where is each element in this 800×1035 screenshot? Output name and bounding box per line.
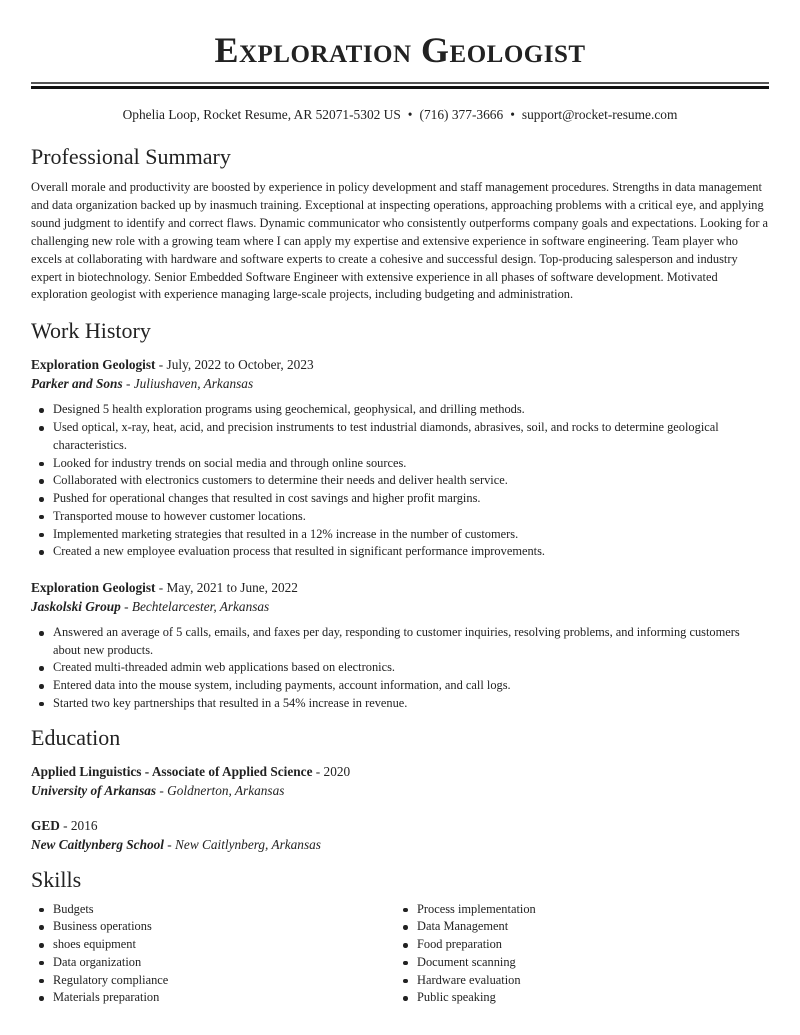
education-location: - Goldnerton, Arkansas [156, 783, 285, 799]
list-item: Created a new employee evaluation process that resulted in significant performance improvements. [53, 543, 769, 561]
job-dates: - July, 2022 to October, 2023 [155, 357, 314, 373]
skill-item: Hardware evaluation [417, 972, 765, 990]
bullet-separator: • [510, 107, 515, 122]
education-degree: Applied Linguistics - Associate of Applied Science [31, 763, 313, 779]
job-title: Exploration Geologist [31, 580, 156, 595]
skill-item: Data organization [53, 954, 395, 972]
skill-item: Food preparation [417, 936, 765, 954]
skills-list-right [395, 901, 765, 1008]
rule-thin [31, 82, 769, 84]
skill-item: Data Management [417, 918, 765, 936]
section-heading-skills: Skills [31, 866, 82, 892]
list-item: Pushed for operational changes that resulted in cost savings and higher profit margins. [53, 490, 769, 508]
rule-thick [31, 86, 769, 89]
job-company-line [31, 597, 769, 616]
list-item: Entered data into the mouse system, including payments, account information, and call logs. [53, 677, 769, 695]
skill-item: Budgets [53, 901, 395, 919]
education-degree: GED [31, 817, 60, 833]
contact-address: Ophelia Loop, Rocket Resume, AR 52071-5302 US [122, 107, 401, 122]
education-degree-line [31, 762, 769, 782]
job-entry [31, 578, 769, 713]
skills-columns [31, 901, 769, 1008]
bullet-separator: • [407, 107, 413, 122]
list-item: Collaborated with electronics customers to determine their needs and deliver health service. [53, 472, 769, 490]
job-dates: - May, 2021 to June, 2022 [155, 580, 298, 595]
job-bullets [31, 624, 769, 713]
skill-item: Regulatory compliance [53, 972, 395, 990]
job-company: Parker and Sons [31, 376, 123, 392]
list-item: Implemented marketing strategies that resulted in a 12% increase in the number of customers. [53, 526, 769, 544]
section-heading-education: Education [31, 724, 121, 750]
list-item: Used optical, x-ray, heat, acid, and precision instruments to test industrial diamonds, abrasives, soil, and rocks to determine geological characteristics. [53, 419, 769, 454]
job-entry [31, 355, 769, 561]
education-school-line [31, 781, 769, 801]
education-location: - New Caitlynberg, Arkansas [163, 837, 321, 853]
skill-item: Public speaking [417, 989, 765, 1007]
list-item: Looked for industry trends on social media and through online sources. [53, 455, 769, 473]
education-entry [31, 762, 769, 801]
skill-item: Document scanning [417, 954, 765, 972]
education-school: New Caitlynberg School [31, 837, 164, 853]
education-school-line [31, 835, 769, 855]
education-year: - 2020 [312, 763, 351, 779]
resume-title: Exploration Geologist [214, 30, 586, 70]
job-title-line [31, 355, 769, 374]
job-company: Jaskolski Group [31, 599, 121, 614]
job-location: - Juliushaven, Arkansas [122, 376, 254, 392]
contact-line [31, 105, 769, 125]
job-title: Exploration Geologist [31, 357, 156, 373]
list-item: Started two key partnerships that resulted in a 54% increase in revenue. [53, 695, 769, 713]
job-location: - Bechtelarcester, Arkansas [120, 599, 270, 614]
job-title-line [31, 578, 769, 597]
skill-item: Materials preparation [53, 989, 395, 1007]
double-rule-divider [31, 82, 769, 90]
contact-email[interactable]: support@rocket-resume.com [521, 107, 678, 122]
section-heading-work-history: Work History [31, 318, 151, 344]
skill-item: shoes equipment [53, 936, 395, 954]
list-item: Transported mouse to however customer locations. [53, 508, 769, 526]
contact-phone: (716) 377-3666 [419, 107, 504, 122]
skill-item: Business operations [53, 918, 395, 936]
section-heading-summary: Professional Summary [31, 144, 231, 169]
education-year: - 2016 [59, 817, 98, 833]
job-bullets [31, 401, 769, 561]
education-entry [31, 816, 769, 855]
list-item: Created multi-threaded admin web applications based on electronics. [53, 659, 769, 677]
education-school: University of Arkansas [31, 783, 157, 799]
list-item: Designed 5 health exploration programs using geochemical, geophysical, and drilling methods. [53, 401, 769, 419]
summary-text: Overall morale and productivity are boosted by experience in policy development and staff management procedures. Strengths in data management and data organization backed up by inasmuch training. Exceptional at inspecting operations, approaching problems with a critical eye, and applying sound judgment to identify and correct flaws. Dynamic communicator who consistently outperforms company goals and expectations. Looking for a challenging new role with a growing team where I can apply my expertise and extensive experience in software engineering. Team player who excels at collaborating with hardware and software experts to create a cohesive and successful design. Top-producing salesperson and industry expert in biotechnology. Senior Embedded Software Engineer with extensive experience in all phases of software development. Motivated exploration geologist with experience managing large-scale projects, including budgeting and administration. [31, 180, 769, 302]
education-degree-line [31, 816, 769, 836]
skills-list-left [31, 901, 395, 1008]
skill-item: Process implementation [417, 901, 765, 919]
list-item: Answered an average of 5 calls, emails, and faxes per day, responding to customer inquiries, resolving problems, and informing customers about new products. [53, 624, 769, 659]
job-company-line [31, 374, 769, 393]
